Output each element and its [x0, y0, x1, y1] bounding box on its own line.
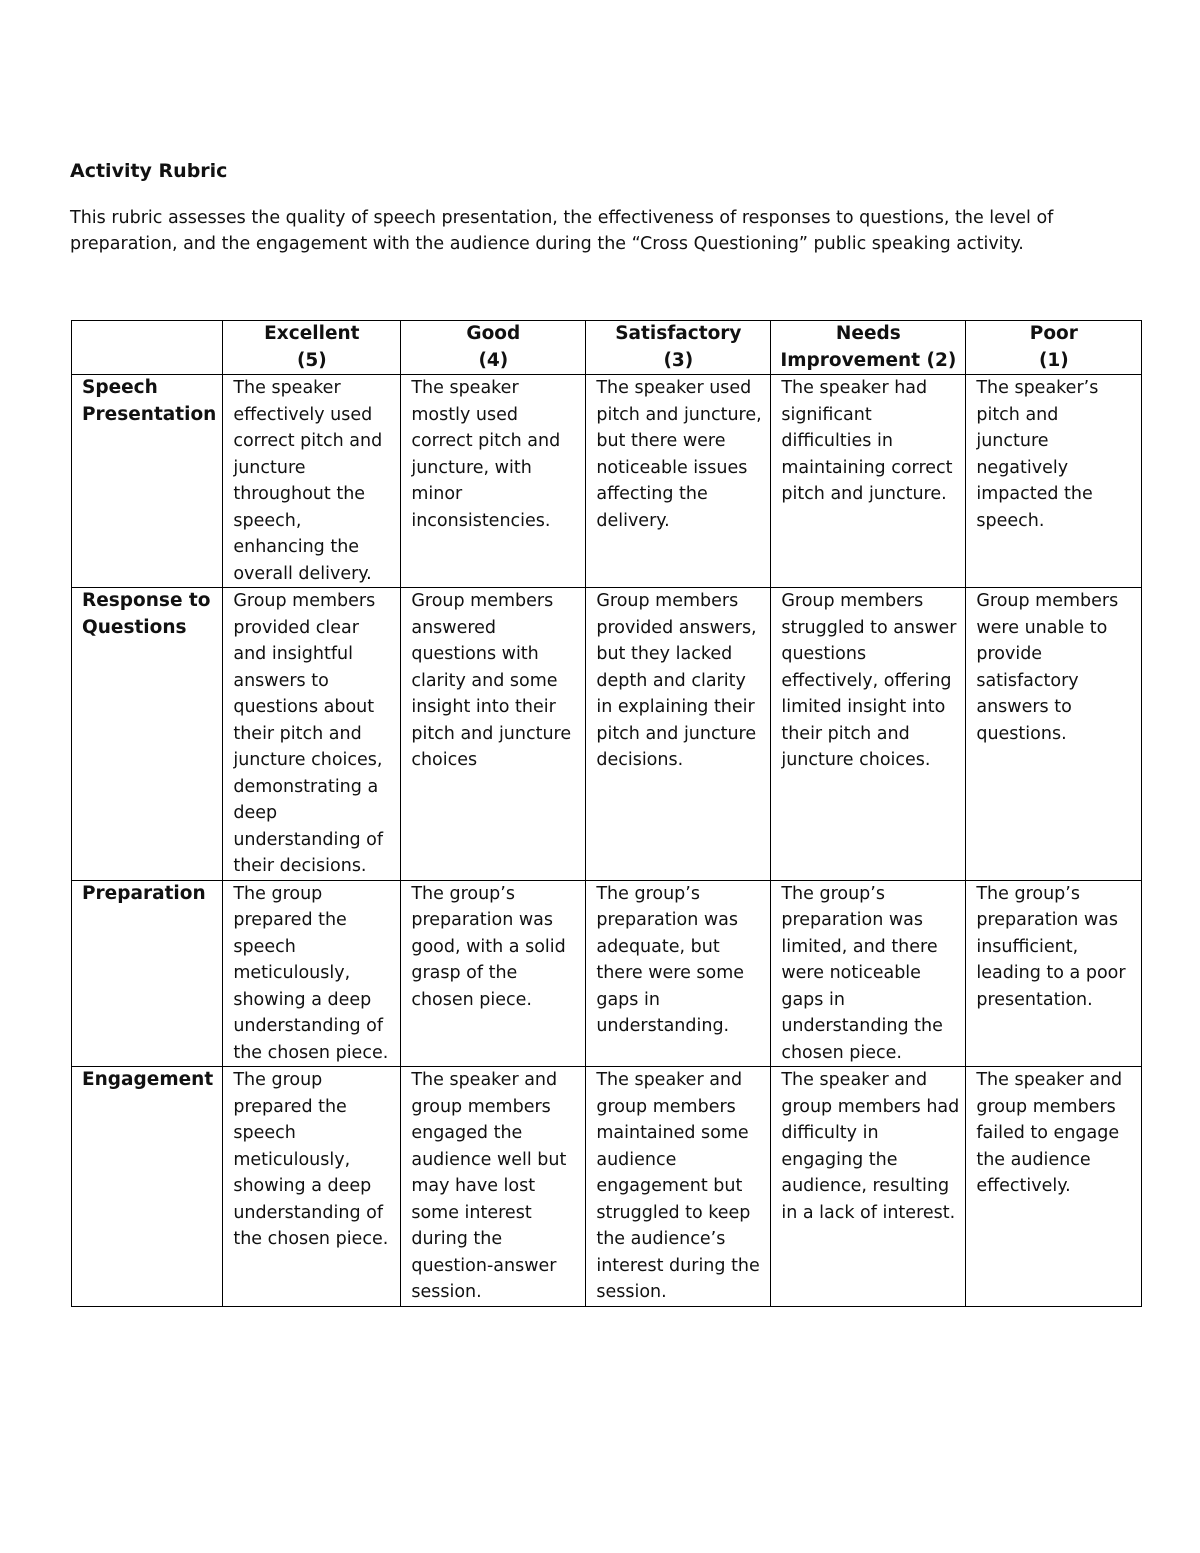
level-name: Needs Improvement (2) [780, 323, 957, 371]
table-header-row [72, 321, 1142, 375]
descriptor-cell: The speaker had significant difficulties in maintaining correct pitch and juncture. [771, 375, 966, 588]
level-score: (1) [1038, 349, 1069, 371]
descriptor-cell: The speaker effectively used correct pitch and juncture throughout the speech, enhancing the overall delivery. [223, 375, 401, 588]
descriptor-cell: The speaker and group members engaged the audience well but may have lost some interest during the question-answer session. [401, 1067, 586, 1307]
level-name: Poor [1029, 323, 1078, 344]
table-corner-cell [72, 321, 223, 375]
table-row-response-to-questions [72, 588, 1142, 881]
descriptor-cell: Group members were unable to provide satisfactory answers to questions. [966, 588, 1142, 881]
level-score: (5) [296, 349, 327, 371]
descriptor-cell: Group members provided answers, but they lacked depth and clarity in explaining their pitch and juncture decisions. [586, 588, 771, 881]
descriptor-cell: Group members struggled to answer questions effectively, offering limited insight into their pitch and juncture choices. [771, 588, 966, 881]
descriptor-cell: The speaker mostly used correct pitch and juncture, with minor inconsistencies. [401, 375, 586, 588]
criterion-cell: Preparation [72, 880, 223, 1067]
descriptor-cell: The speaker’s pitch and juncture negatively impacted the speech. [966, 375, 1142, 588]
descriptor-cell: The group’s preparation was good, with a solid grasp of the chosen piece. [401, 880, 586, 1067]
descriptor-cell: The group’s preparation was limited, and there were noticeable gaps in understanding the chosen piece. [771, 880, 966, 1067]
level-header-good [401, 321, 586, 375]
table-row-speech-presentation [72, 375, 1142, 588]
level-name: Excellent [264, 323, 360, 344]
level-name: Good [466, 323, 521, 344]
level-header-needs-improvement [771, 321, 966, 375]
document-intro: This rubric assesses the quality of speech presentation, the effectiveness of responses to questions, the level of preparation, and the engagement with the audience during the “Cross Questioning” public speaking activity. [70, 208, 1054, 254]
level-header-satisfactory [586, 321, 771, 375]
descriptor-cell: Group members answered questions with clarity and some insight into their pitch and juncture choices [401, 588, 586, 881]
level-header-poor [966, 321, 1142, 375]
descriptor-cell: The speaker and group members failed to engage the audience effectively. [966, 1067, 1142, 1307]
rubric-table [71, 320, 1142, 1307]
descriptor-cell: The speaker and group members maintained some audience engagement but struggled to keep the audience’s interest during the session. [586, 1067, 771, 1307]
descriptor-cell: Group members provided clear and insightful answers to questions about their pitch and juncture choices, demonstrating a deep understanding of their decisions. [223, 588, 401, 881]
table-row-engagement [72, 1067, 1142, 1307]
descriptor-cell: The group prepared the speech meticulously, showing a deep understanding of the chosen piece. [223, 880, 401, 1067]
descriptor-cell: The group’s preparation was insufficient, leading to a poor presentation. [966, 880, 1142, 1067]
criterion-cell: Engagement [72, 1067, 223, 1307]
level-name: Satisfactory [615, 323, 742, 344]
table-row-preparation [72, 880, 1142, 1067]
criterion-cell: Speech Presentation [72, 375, 223, 588]
descriptor-cell: The speaker and group members had difficulty in engaging the audience, resulting in a lack of interest. [771, 1067, 966, 1307]
document-title: Activity Rubric [70, 160, 228, 182]
descriptor-cell: The group prepared the speech meticulously, showing a deep understanding of the chosen piece. [223, 1067, 401, 1307]
criterion-cell: Response to Questions [72, 588, 223, 881]
level-score: (4) [478, 349, 509, 371]
level-header-excellent [223, 321, 401, 375]
descriptor-cell: The speaker used pitch and juncture, but there were noticeable issues affecting the delivery. [586, 375, 771, 588]
level-score: (3) [663, 349, 694, 371]
descriptor-cell: The group’s preparation was adequate, but there were some gaps in understanding. [586, 880, 771, 1067]
